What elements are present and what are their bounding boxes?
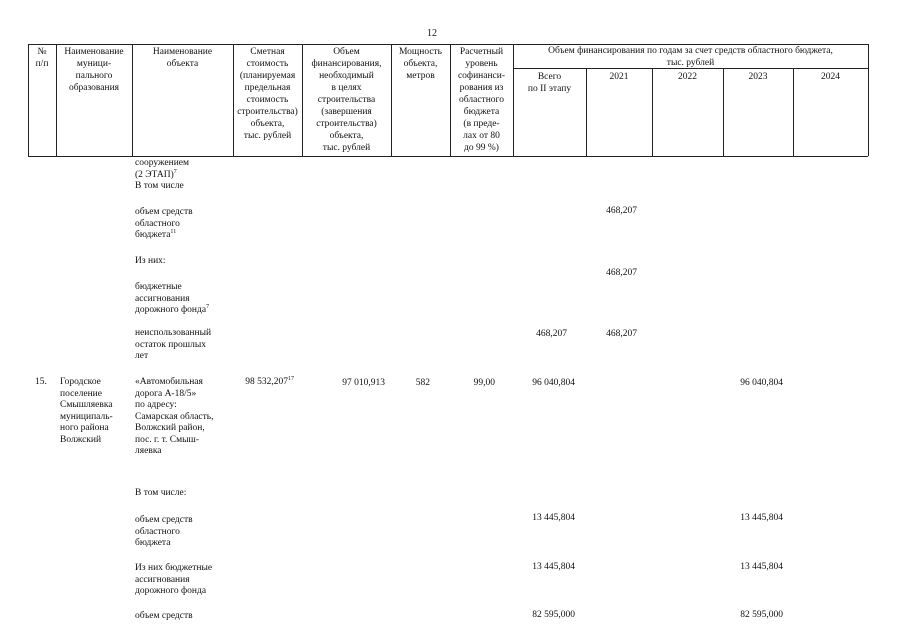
header-year-2024: 2024 — [821, 72, 840, 82]
row-15-municipality: Городское поселение Смышляевка муниципаль- ного района Волжский — [60, 377, 113, 445]
cell-total: 468,207 — [536, 329, 567, 339]
road-fund-text: бюджетные ассигнования дорожного фонда — [135, 282, 207, 315]
footnote-mark: 7 — [206, 303, 210, 310]
row-15-financing-volume: 97 010,913 — [342, 378, 385, 388]
row-15-total: 96 040,804 — [532, 378, 575, 388]
cell-2021: 468,207 — [606, 268, 637, 278]
header-year-2022: 2022 — [678, 72, 697, 82]
cell-total: 13 445,804 — [532, 562, 575, 572]
col-line — [868, 44, 869, 156]
cell-2023: 13 445,804 — [740, 513, 783, 523]
header-no: № п/п — [35, 47, 49, 69]
header-bottom-rule — [28, 156, 868, 157]
header-year-2023: 2023 — [748, 72, 768, 82]
regional-budget-text: объем средств областного бюджета — [135, 207, 193, 240]
road-fund-label-2: Из них бюджетные ассигнования дорожного фонда — [135, 563, 213, 596]
regional-budget-label — [135, 207, 193, 242]
header-year-2021: 2021 — [609, 72, 629, 82]
header-cofinancing: Расчетный уровень софинанси- рования из областного бюджета (в преде- лах от 80 до 99 %) — [457, 47, 506, 153]
row-15-2023: 96 040,804 — [740, 378, 783, 388]
continued-object-text: сооружением (2 ЭТАП) — [135, 158, 190, 180]
footnote-mark: 17 — [288, 375, 294, 382]
footnote-mark: 11 — [170, 228, 177, 235]
cell-total: 13 445,804 — [532, 513, 575, 523]
row-15-capacity: 582 — [415, 378, 430, 388]
header-financing-volume: Объем финансирования, необходимый в целях строительства (завершения строительства) объекта, тыс. рублей — [311, 47, 382, 153]
header-object: Наименование объекта — [152, 47, 213, 69]
header-capacity: Мощность объекта, метров — [398, 47, 443, 81]
row-15-object: «Автомобильная дорога А-18/5» по адресу: Самарская область, Волжский район, пос. г. т. Смыш- ляевка — [135, 377, 214, 456]
table-header — [28, 44, 868, 156]
header-municipality: Наименование муници- пального образования — [64, 47, 124, 93]
row-15-estimated-cost — [245, 376, 294, 388]
cell-2023: 82 595,000 — [740, 610, 783, 620]
header-budget-title: Объем финансирования по годам за счет средств областного бюджета, тыс. рублей — [548, 46, 833, 68]
footnote-mark: 7 — [173, 168, 177, 175]
cell-2023: 13 445,804 — [740, 562, 783, 572]
cell-2021: 468,207 — [606, 329, 637, 339]
row-15-cost-value: 98 532,207 — [245, 377, 288, 387]
continued-object-name — [135, 158, 189, 181]
cell-2021: 468,207 — [606, 206, 637, 216]
row-15-cofinancing: 99,00 — [473, 378, 495, 388]
row-15-number: 15. — [35, 377, 47, 387]
unused-balance-label: неиспользованный остаток прошлых лет — [135, 328, 212, 361]
page-number: 12 — [427, 28, 437, 39]
in-that-number-label-2: В том числе: — [135, 488, 187, 498]
header-total: Всего по II этапу — [527, 72, 572, 94]
cell-total: 82 595,000 — [532, 610, 575, 620]
in-that-number-label: В том числе — [135, 181, 184, 191]
header-estimated-cost: Сметная стоимость (планируемая предельная стоимость строительства) объекта, тыс. рублей — [237, 47, 298, 141]
of-them-label: Из них: — [135, 256, 166, 266]
regional-budget-label-2: объем средств областного бюджета — [135, 515, 193, 548]
funds-volume-label: объем средств — [135, 611, 193, 621]
road-fund-label — [135, 282, 209, 317]
